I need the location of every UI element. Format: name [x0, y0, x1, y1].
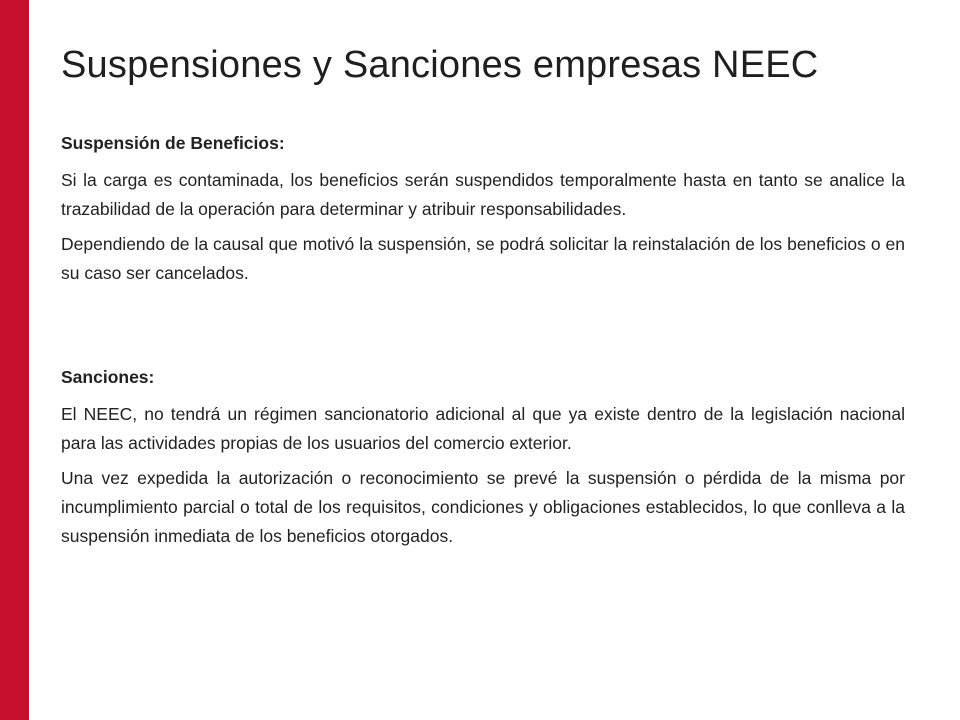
left-accent-bar	[0, 0, 29, 720]
section-heading: Sanciones:	[61, 367, 155, 387]
paragraph: El NEEC, no tendrá un régimen sancionatorio adicional al que ya existe dentro de la legislación nacional para las actividades propias de los usuarios del comercio exterior.	[61, 404, 905, 453]
slide-title: Suspensiones y Sanciones empresas NEEC	[61, 44, 819, 86]
paragraph: Si la carga es contaminada, los beneficios serán suspendidos temporalmente hasta en tanto se analice la trazabilidad de la operación para determinar y atribuir responsabilidades.	[61, 170, 905, 219]
section-spacer	[61, 294, 905, 362]
section-sanciones	[61, 362, 905, 551]
paragraph: Una vez expedida la autorización o reconocimiento se prevé la suspensión o pérdida de la misma por incumplimiento parcial o total de los requisitos, condiciones y obligaciones establecidos, lo que conlleva a la suspensión inmediata de los beneficios otorgados.	[61, 468, 905, 546]
slide-content	[61, 128, 905, 557]
section-heading: Suspensión de Beneficios:	[61, 133, 285, 153]
section-suspension-de-beneficios	[61, 128, 905, 288]
paragraph: Dependiendo de la causal que motivó la suspensión, se podrá solicitar la reinstalación de los beneficios o en su caso ser cancelados.	[61, 234, 905, 283]
